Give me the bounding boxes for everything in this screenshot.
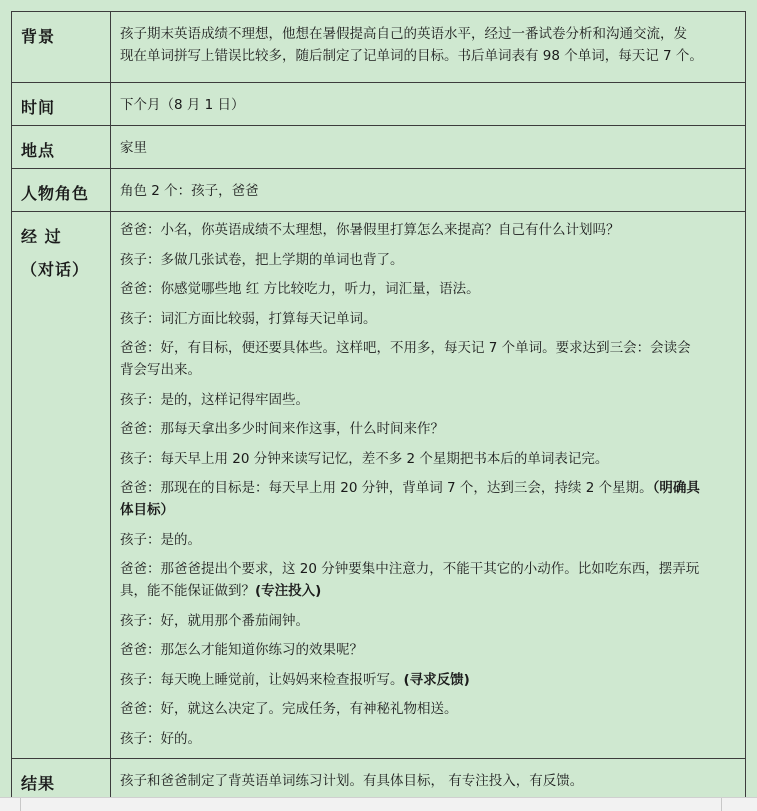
dialog-text: 爸爸：那怎么才能知道你练习的效果呢？ (120, 642, 363, 658)
strip-divider (20, 798, 21, 811)
label-place: 地点 (12, 126, 111, 169)
row-place (12, 126, 746, 169)
content-roles: 角色 2 个：孩子，爸爸 (111, 169, 746, 212)
dialog-line (120, 558, 737, 602)
label-time: 时间 (12, 83, 111, 126)
dialog-line (120, 278, 737, 300)
dialog-line (120, 639, 737, 661)
dialog-text: 孩子：多做几张试卷，把上学期的单词也背了。 (120, 251, 404, 268)
dialog-annotation: (寻求反馈) (403, 671, 470, 688)
label-roles: 人物角色 (12, 169, 111, 212)
background-line-1: 孩子期末英语成绩不理想，他想在暑假提高自己的英语水平，经过一番试卷分析和沟通交流，发 (120, 26, 687, 42)
content-background (111, 12, 746, 83)
dialog-line (120, 389, 737, 411)
plan-table (11, 11, 746, 802)
dialog-line (120, 610, 737, 632)
dialog-text: 孩子：是的，这样记得牢固些。 (120, 391, 309, 408)
label-process (12, 212, 111, 759)
process-title: 经 过 (21, 227, 62, 246)
dialog-text: 爸爸：那现在的目标是：每天早上用 20 分钟，背单词 7 个，达到三会，持续 2 个星期。 (120, 480, 653, 496)
dialog-text: 爸爸：小名，你英语成绩不太理想，你暑假里打算怎么来提高？自己有什么计划吗？ (120, 222, 620, 238)
dialog-text: 孩子：是的。 (120, 531, 201, 548)
row-result (12, 758, 746, 801)
dialog-line (120, 448, 737, 470)
dialog-line (120, 337, 737, 381)
dialog-line (120, 418, 737, 440)
dialog-text: 孩子：词汇方面比较弱，打算每天记单词。 (120, 310, 377, 327)
dialog-text: 孩子：好的。 (120, 730, 201, 747)
dialog-text: 爸爸：好，就这么决定了。完成任务，有神秘礼物相送。 (120, 701, 458, 717)
dialog-line (120, 308, 737, 330)
dialog-content (111, 212, 746, 759)
dialog-text: 爸爸：好，有目标，便还要具体些。这样吧，不用多，每天记 7 个单词。要求达到三会：会读会 (120, 340, 691, 356)
row-time (12, 83, 746, 126)
dialog-text: 爸爸：那每天拿出多少时间来作这事，什么时间来作？ (120, 421, 444, 437)
dialog-text-continued: 具，能不能保证做到？ (120, 583, 255, 599)
dialog-line (120, 728, 737, 750)
content-time: 下个月（8 月 1 日） (111, 83, 746, 126)
dialog-annotation: (专注投入) (255, 583, 322, 599)
dialog-line (120, 219, 737, 241)
page-bottom-strip (0, 797, 757, 811)
dialog-text-continued: 背会写出来。 (120, 362, 201, 378)
dialog-line (120, 249, 737, 271)
dialog-text: 爸爸：那爸爸提出个要求，这 20 分钟要集中注意力，不能干其它的小动作。比如吃东西，摆弄玩 (120, 561, 700, 577)
dialog-text: 孩子：每天早上用 20 分钟来读写记忆，差不多 2 个星期把书本后的单词表记完。 (120, 450, 609, 467)
row-process (12, 212, 746, 759)
dialog-line (120, 529, 737, 551)
dialog-annotation: （明确具 (652, 480, 700, 496)
dialog-text: 孩子：每天晚上睡觉前，让妈妈来检查报听写。 (120, 671, 404, 688)
background-line-2: 现在单词拼写上错误比较多，随后制定了记单词的目标。书后单词表有 98 个单词，每天记 7 个。 (120, 48, 703, 64)
strip-divider (721, 798, 722, 811)
dialog-text: 孩子：好，就用那个番茄闹钟。 (120, 612, 309, 629)
label-background: 背景 (12, 12, 111, 83)
process-subtitle: （对话） (21, 260, 90, 279)
dialog-line (120, 698, 737, 720)
dialog-line (120, 477, 737, 521)
content-result: 孩子和爸爸制定了背英语单词练习计划。有具体目标， 有专注投入，有反馈。 (111, 758, 746, 801)
content-place: 家里 (111, 126, 746, 169)
label-result: 结果 (12, 758, 111, 801)
dialog-text: 爸爸：你感觉哪些地 红 方比较吃力，听力，词汇量，语法。 (120, 281, 480, 297)
row-background (12, 12, 746, 83)
dialog-line (120, 669, 737, 691)
dialog-annotation: 体目标） (120, 502, 174, 518)
row-roles (12, 169, 746, 212)
